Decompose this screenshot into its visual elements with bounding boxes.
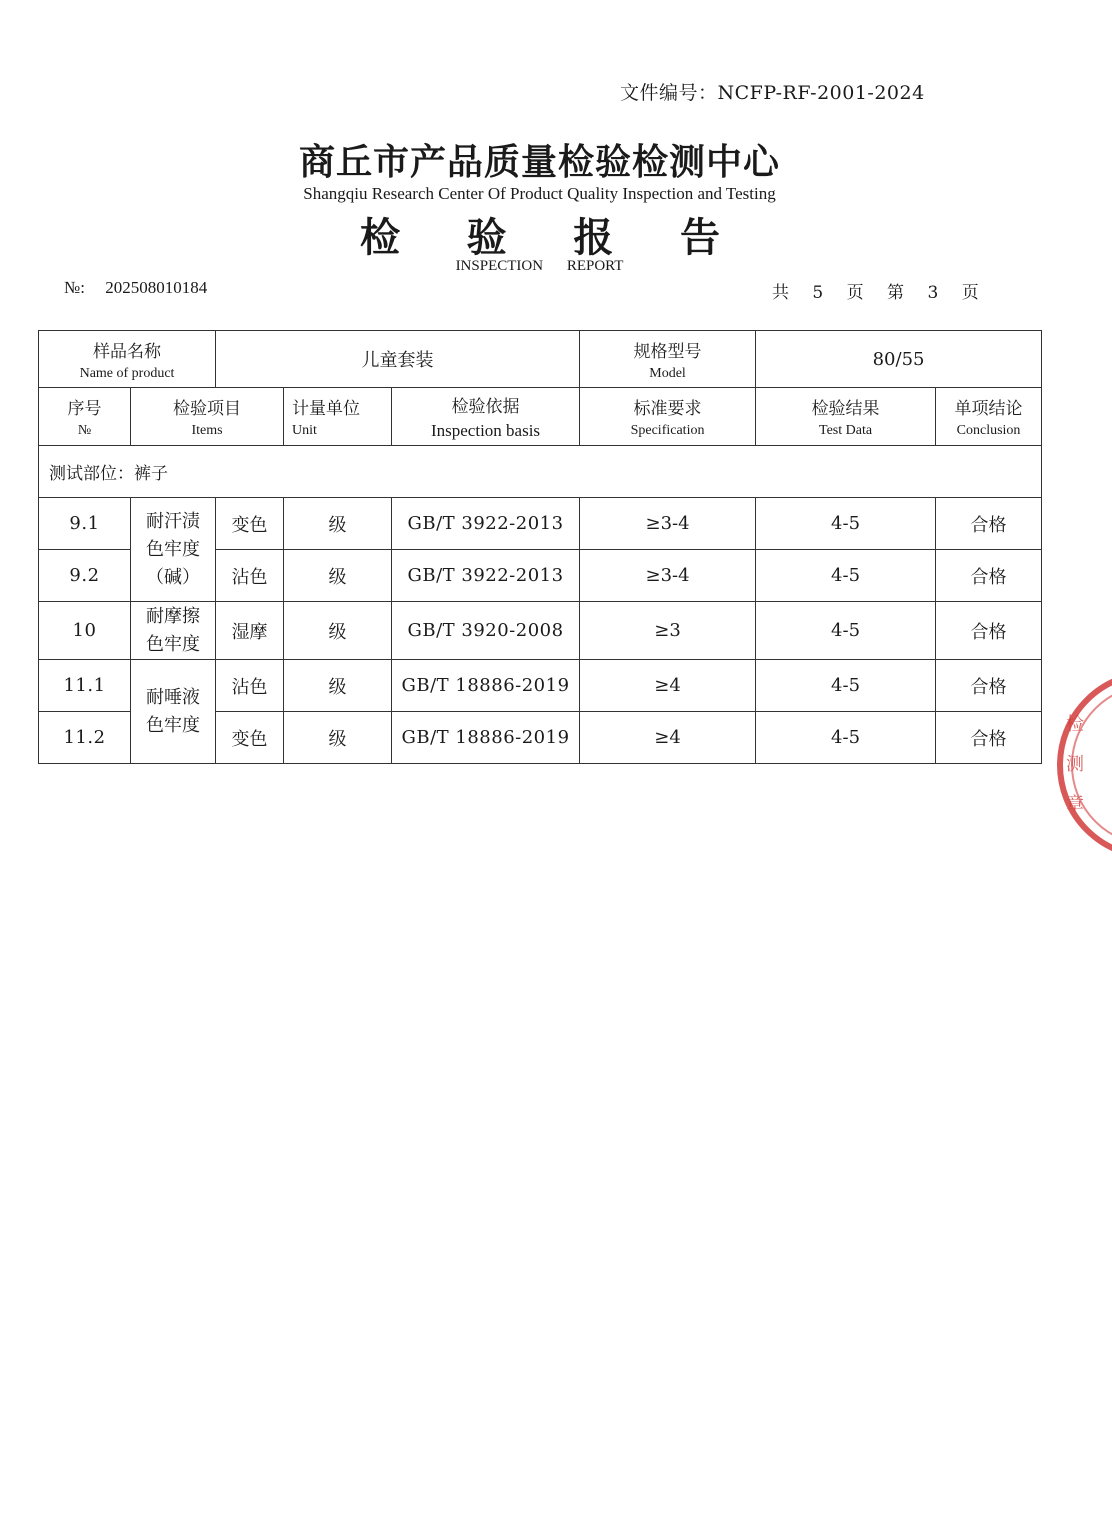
inspection-table xyxy=(38,330,1042,764)
inspection-basis: GB/T 3922-2013 xyxy=(392,498,580,550)
title-char: 检 xyxy=(360,214,400,261)
sub-item: 变色 xyxy=(216,498,284,550)
inspection-basis: GB/T 3920-2008 xyxy=(392,602,580,660)
inspection-basis: GB/T 3922-2013 xyxy=(392,550,580,602)
specification: ≥3-4 xyxy=(580,498,756,550)
conclusion: 合格 xyxy=(936,712,1042,764)
title-char: 验 xyxy=(466,214,507,261)
sub-item: 变色 xyxy=(216,712,284,764)
item-name: 耐汗渍色牢度（碱） xyxy=(131,498,216,602)
page-info-part: 共 xyxy=(772,283,789,303)
svg-text:测: 测 xyxy=(1066,754,1084,775)
unit: 级 xyxy=(284,550,392,602)
test-data: 4-5 xyxy=(756,712,936,764)
report-number-label: №: xyxy=(64,278,85,297)
col-header-en: Specification xyxy=(630,423,705,438)
test-data: 4-5 xyxy=(756,602,936,660)
col-header-en: Unit xyxy=(292,423,317,438)
row-no: 9.2 xyxy=(39,550,131,602)
table-row xyxy=(39,498,1042,550)
unit: 级 xyxy=(284,602,392,660)
test-data: 4-5 xyxy=(756,550,936,602)
model-header xyxy=(580,331,756,388)
col-header-spec xyxy=(580,388,756,446)
page-info-part: 页 xyxy=(846,283,864,303)
column-header-row xyxy=(39,388,1042,446)
col-header-en: Items xyxy=(191,423,223,438)
file-number: 文件编号：NCFP-RF-2001-2024 xyxy=(620,82,925,104)
col-header-en: № xyxy=(77,423,92,438)
col-header-basis xyxy=(392,388,580,446)
item-name: 耐唾液色牢度 xyxy=(131,660,216,764)
sub-item: 沾色 xyxy=(216,660,284,712)
test-data: 4-5 xyxy=(756,498,936,550)
col-header-unit xyxy=(284,388,392,446)
row-no: 11.2 xyxy=(39,712,131,764)
row-no: 9.1 xyxy=(39,498,131,550)
row-no: 11.1 xyxy=(39,660,131,712)
sub-item: 湿摩 xyxy=(216,602,284,660)
model-value: 80/55 xyxy=(756,331,1042,388)
col-header-en: Inspection basis xyxy=(430,421,541,440)
conclusion: 合格 xyxy=(936,550,1042,602)
svg-text:章: 章 xyxy=(1066,794,1084,815)
model-label-cn: 规格型号 xyxy=(633,341,702,362)
col-header-conclusion xyxy=(936,388,1042,446)
test-data: 4-5 xyxy=(756,660,936,712)
item-name: 耐摩擦色牢度 xyxy=(131,602,216,660)
sample-info-row xyxy=(39,331,1042,388)
col-header-cn: 序号 xyxy=(67,399,102,419)
col-header-items xyxy=(131,388,284,446)
svg-text:检: 检 xyxy=(1066,714,1084,735)
report-number xyxy=(64,278,207,298)
col-header-cn: 标准要求 xyxy=(633,399,702,419)
title-char: 告 xyxy=(679,214,720,261)
model-label-en: Model xyxy=(649,365,686,381)
unit: 级 xyxy=(284,660,392,712)
page-info-part: 页 xyxy=(961,283,979,303)
conclusion: 合格 xyxy=(936,498,1042,550)
inspection-basis: GB/T 18886-2019 xyxy=(392,712,580,764)
organization-name-en: Shangqiu Research Center Of Product Quality Inspection and Testing xyxy=(303,184,776,203)
conclusion: 合格 xyxy=(936,660,1042,712)
col-header-no xyxy=(39,388,131,446)
inspection-basis: GB/T 18886-2019 xyxy=(392,660,580,712)
specification: ≥3-4 xyxy=(580,550,756,602)
sample-name-header xyxy=(39,331,216,388)
sample-name-label-cn: 样品名称 xyxy=(93,341,161,362)
seal-icon xyxy=(1052,670,1112,860)
unit: 级 xyxy=(284,498,392,550)
specification: ≥3 xyxy=(580,602,756,660)
col-header-cn: 单项结论 xyxy=(954,399,1023,419)
row-no: 10 xyxy=(39,602,131,660)
report-title-cn xyxy=(360,206,720,263)
unit: 级 xyxy=(284,712,392,764)
page-info xyxy=(772,278,997,303)
report-number-value: 202508010184 xyxy=(105,278,208,297)
page-current: 3 xyxy=(927,283,939,303)
sample-name-label-en: Name of product xyxy=(79,365,175,381)
sub-item: 沾色 xyxy=(216,550,284,602)
col-header-cn: 检验结果 xyxy=(811,399,880,419)
organization-name-cn: 商丘市产品质量检验检测中心 xyxy=(298,141,780,183)
page-info-part: 第 xyxy=(887,283,905,303)
col-header-cn: 检验项目 xyxy=(173,399,241,419)
col-header-en: Test Data xyxy=(819,423,873,438)
col-header-en: Conclusion xyxy=(956,423,1021,438)
col-header-result xyxy=(756,388,936,446)
specification: ≥4 xyxy=(580,660,756,712)
col-header-cn: 检验依据 xyxy=(451,397,520,417)
report-title-en: INSPECTION REPORT xyxy=(455,258,624,274)
col-header-cn: 计量单位 xyxy=(292,399,361,419)
conclusion: 合格 xyxy=(936,602,1042,660)
table-row xyxy=(39,602,1042,660)
title-char: 报 xyxy=(573,214,614,261)
sample-name-value: 儿童套装 xyxy=(216,331,580,388)
test-section-label: 测试部位：裤子 xyxy=(39,446,1042,498)
page-total: 5 xyxy=(812,283,824,303)
specification: ≥4 xyxy=(580,712,756,764)
table-row xyxy=(39,660,1042,712)
red-seal-stamp xyxy=(1052,670,1112,860)
section-row xyxy=(39,446,1042,498)
